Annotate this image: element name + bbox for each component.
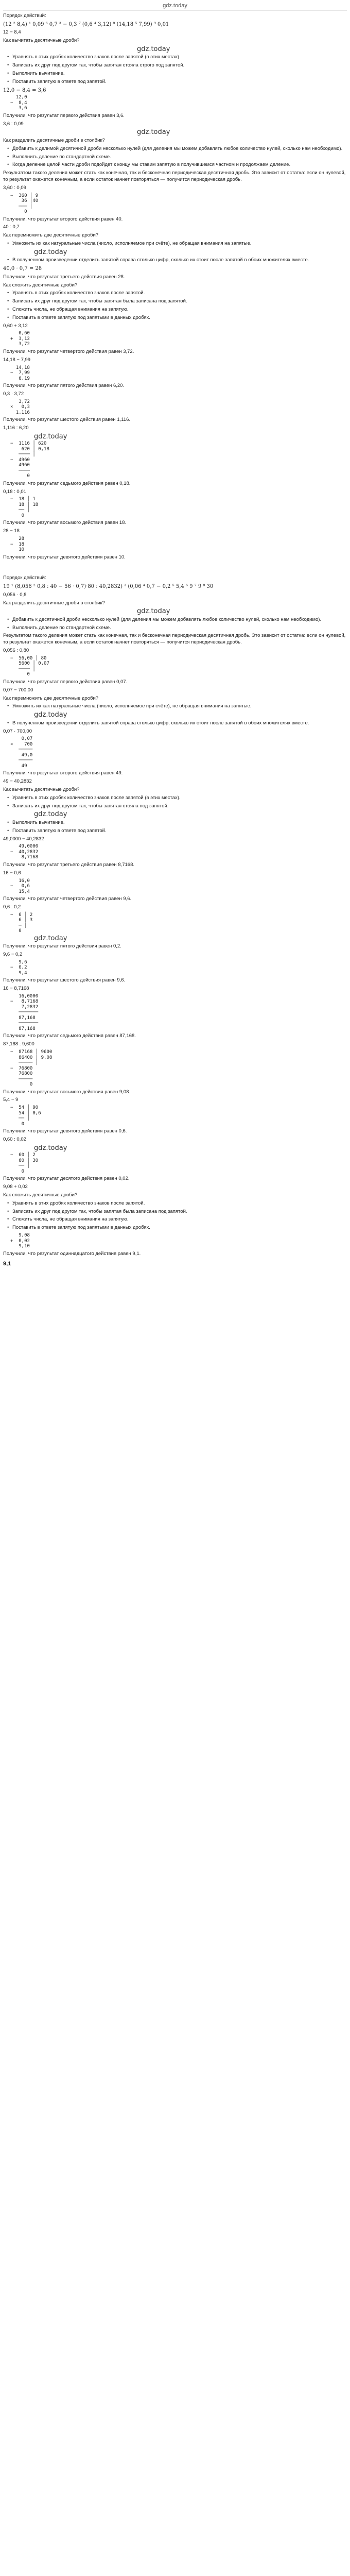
solution-block (3, 575, 347, 1257)
math-expression: 40,0 · 0,7 = 28 (3, 266, 42, 272)
site-header[interactable]: gdz.today (3, 2, 347, 11)
rule-text: Уравнять в этих дробях количество знаков после запятой (в этих местах). (12, 794, 181, 801)
rule-item (7, 290, 347, 297)
text-line: Получили, что результат десятого действия равен 0,02. (3, 1176, 130, 1182)
bullet-icon: • (7, 819, 9, 825)
bullet-icon: • (7, 624, 9, 631)
text-line: Получили, что результат первого действия равен 0,07. (3, 679, 128, 685)
rule-text: Записать их друг под другом так, чтобы запятая была записана под запятой. (12, 1208, 187, 1214)
solution-block (3, 13, 347, 561)
text-line: Как вычитать десятичные дроби? (3, 786, 80, 792)
rule-item (7, 803, 347, 810)
text-line: 14,18 − 7,99 (3, 357, 31, 363)
rule-text: Выполнить деление по стандартной схеме. (12, 624, 111, 631)
text-line: 12 − 8,4 (3, 29, 21, 36)
rule-item (7, 79, 347, 86)
watermark-logo: gdz.today (34, 934, 67, 942)
math-expression: 12,0 − 8,4 = 3,6 (3, 87, 46, 93)
text-line: 1,116 : 6,20 (3, 425, 29, 431)
column-calculation: − 18 │ 1 18 │ 18 ── │ 0 (10, 497, 39, 518)
bullet-icon: • (7, 154, 9, 160)
watermark-logo: gdz.today (34, 711, 67, 719)
text-line: 0,07 · 700,00 (3, 728, 32, 734)
column-calculation: − 87168 │ 9600 86400 │ 9,08 ───── │ − 76800 76800 ───── 0 (10, 1049, 52, 1088)
rule-text: Умножить их как натуральные числа (число, исполняемое при счёте), не обращая внимания на запятые. (12, 703, 252, 709)
rule-item (7, 71, 347, 77)
column-calculation: 16,0 − 0,6 15,4 (10, 878, 30, 894)
text-line: 3,60 : 0,09 (3, 184, 26, 191)
bullet-icon: • (7, 314, 9, 320)
text-line: Получили, что результат шестого действия равен 9,6. (3, 977, 126, 984)
text-line: Получили, что результат девятого действия равен 0,6. (3, 1128, 127, 1134)
rule-text: Когда деление целой части дроби подойдет к концу мы ставим запятую в получившемся частном и продолжаем деление. (12, 162, 291, 168)
bullet-icon: • (7, 290, 9, 296)
column-calculation: − 6 │ 2 6 │ 3 ─ │ 0 (10, 912, 33, 934)
final-answer: 9,1 (3, 1261, 11, 1267)
text-line: Как сложить десятичные дроби? (3, 1192, 78, 1198)
column-calculation: 3,72 × 0,3 1,116 (10, 399, 30, 415)
watermark-logo: gdz.today (137, 607, 170, 616)
rule-text: Поставить в ответе запятую под запятыми в данных дробях. (12, 1225, 150, 1231)
text-line: 0,07 − 700,00 (3, 687, 33, 693)
rule-item (7, 820, 347, 826)
rule-item (7, 307, 347, 313)
text-line: 16 − 0,6 (3, 870, 21, 876)
column-calculation: 14,18 − 7,99 6,19 (10, 365, 30, 381)
text-line: Получили, что результат седьмого действия равен 87,168. (3, 1033, 136, 1039)
rule-text: Добавить к десятичной дроби несколько нулей (для деления мы можем добавлять любое количество нулей, сколько нам необходимо). (12, 616, 322, 622)
rule-item (7, 298, 347, 305)
watermark-logo: gdz.today (137, 45, 170, 53)
bullet-icon: • (7, 827, 9, 834)
math-expression: 19 ¹ (8,056 ² 0,8 : 40 − 56 · 0,7)·80 : 40,2832) ³ (0,06 ⁴ 0,7 − 0,2 ⁵ 5,4 ⁶ 9 ⁷ 9 ⁸ 30 (3, 584, 214, 590)
text-line: Получили, что результат седьмого действия равен 0,18. (3, 480, 131, 486)
math-expression: (12 ² 8,4) ¹ 0,09 ⁶ 0,7 ³ − 0,3 ⁷ (0,6 ⁴ 3,12) ⁸ (14,18 ⁵ 7,99) ⁹ 0,01 (3, 21, 169, 27)
rule-item (7, 54, 347, 61)
rule-text: Уравнять в этих дробях количество знаков после запятой (в этих местах) (12, 54, 179, 60)
text-line: 3,6 : 0,09 (3, 121, 24, 127)
watermark-logo: gdz.today (137, 128, 170, 137)
text-line: 5,4 − 9 (3, 1097, 19, 1103)
rule-item (7, 154, 347, 161)
text-line: Получили, что результат третьего действия равен 8,7168. (3, 861, 135, 868)
text-line: 49 − 40,2832 (3, 778, 32, 785)
bullet-icon: • (7, 54, 9, 60)
text-line: Получили, что результат пятого действия равен 6,20. (3, 383, 125, 389)
bullet-icon: • (7, 1208, 9, 1214)
rule-item (7, 146, 347, 152)
watermark-logo: gdz.today (34, 1144, 67, 1152)
rule-item (7, 703, 347, 710)
bullet-icon: • (7, 145, 9, 151)
rule-item (7, 1200, 347, 1207)
text-line: 0,60 + 3,12 (3, 323, 28, 329)
rule-text: Уравнять в этих дробях количество знаков после запятой. (12, 1200, 145, 1206)
text-line: Как разделить десятичные дроби в столбик? (3, 600, 105, 606)
bullet-icon: • (7, 1225, 9, 1231)
column-calculation: − 1116 │ 620 620 │ 0,18 ──── │ − 4960 4960 ──── 0 (10, 441, 49, 479)
block-divider (3, 562, 347, 573)
text-line: 87,168 : 9,600 (3, 1041, 34, 1047)
rule-text: Записать их друг под другом так, чтобы запятая была записана под запятой. (12, 298, 187, 304)
bullet-icon: • (7, 62, 9, 69)
text-line: 40 : 0,7 (3, 224, 20, 230)
bullet-icon: • (7, 241, 9, 247)
column-calculation: − 54 │ 90 54 │ 0,6 ── │ 0 (10, 1105, 41, 1127)
rule-text: В полученном произведении отделить запятой справа столько цифр, сколько их стоит после запятой в обоих множителях вместе. (12, 257, 309, 263)
text-line: 9,6 − 0,2 (3, 952, 23, 957)
rule-text: Умножить их как натуральные числа (число, исполняемое при счёте), не обращая внимания на запятые. (12, 241, 252, 247)
bullet-icon: • (7, 1200, 9, 1206)
bullet-icon: • (7, 71, 9, 77)
rule-item (7, 720, 347, 727)
text-line: Порядок действий: (3, 13, 46, 19)
rule-text: Записать их друг под другом так, чтобы запятая стояла под запятой. (12, 803, 169, 809)
text-line: Результатом такого деления может стать как конечная, так и бесконечная периодическая десятичная дробь. Это зависит от остатка: если он нулевой, то результат окажется конечным, а если остаток начнет повторяться — получится периодическая дробь. (3, 170, 346, 182)
bullet-icon: • (7, 298, 9, 304)
rule-text: Поставить в ответе запятую под запятыми в данных дробях. (12, 314, 150, 320)
text-line: Получили, что результат четвертого действия равен 3,72. (3, 348, 134, 354)
text-line: Получили, что результат восьмого действия равен 18. (3, 520, 127, 526)
rule-item (7, 1216, 347, 1223)
text-line: Получили, что результат восьмого действия равен 9,08. (3, 1089, 130, 1095)
bullet-icon: • (7, 703, 9, 709)
rule-text: Выполнить вычитание. (12, 819, 65, 825)
bullet-icon: • (7, 803, 9, 809)
text-line: Результатом такого деления может стать как конечная, так и бесконечная периодическая десятичная дробь. Это зависит от остатка: если он нулевой, то результат окажется конечным, а если остаток начнет повторяться — получится периодическая дробь. (3, 633, 346, 646)
bullet-icon: • (7, 616, 9, 622)
watermark-logo: gdz.today (34, 810, 67, 819)
column-calculation: − 360 │ 9 36 │40 ─── │ 0 (10, 193, 39, 215)
text-line: Порядок действий: (3, 575, 46, 581)
rule-text: Добавить к делимой десятичной дроби несколько нулей (для деления мы можем добавлять любое количество нулей, сколько нам необходимо). (12, 145, 343, 151)
column-calculation: − 56,00 │ 80 5600 │ 0,07 ──── │ 0 (10, 655, 49, 677)
text-line: Получили, что результат второго действия равен 49. (3, 770, 123, 776)
text-line: Получили, что результат шестого действия равен 1,116. (3, 417, 131, 423)
text-line: 0,3 · 3,72 (3, 391, 24, 397)
bullet-icon: • (7, 306, 9, 312)
rule-text: Сложить числа, не обращая внимания на запятую. (12, 1216, 129, 1223)
column-calculation: 16,0000 − 8,7168 7,2832 ─────── 87,168 ─────── 87,168 (10, 993, 39, 1031)
text-line: 9,08 + 0,02 (3, 1184, 28, 1190)
text-line: 28 − 18 (3, 528, 20, 534)
rule-item (7, 1225, 347, 1231)
column-calculation: 49,0000 − 40,2832 8,7168 (10, 844, 39, 860)
rule-item (7, 241, 347, 247)
text-line: 0,18 : 0,01 (3, 488, 26, 495)
text-line: 49,0000 − 40,2832 (3, 836, 44, 842)
text-line: Получили, что результат девятого действия равен 10. (3, 554, 126, 560)
text-line: 0,60 : 0,02 (3, 1137, 26, 1142)
text-line: Получили, что результат второго действия равен 40. (3, 216, 123, 222)
rule-item (7, 625, 347, 632)
solution-content (3, 13, 347, 1257)
text-line: Получили, что результат первого действия равен 3,6. (3, 112, 125, 118)
bullet-icon: • (7, 78, 9, 84)
watermark-logo: gdz.today (34, 432, 67, 440)
column-calculation: 0,07 × 700 ───── 49,0 ───── 49 (10, 736, 33, 769)
bullet-icon: • (7, 257, 9, 263)
rule-item (7, 315, 347, 321)
rule-item (7, 617, 347, 623)
column-calculation: 9,08 + 0,02 9,10 (10, 1233, 30, 1249)
text-line: Как сложить десятичные дроби? (3, 282, 78, 288)
column-calculation: 0,60 + 3,12 3,72 (10, 331, 30, 347)
bullet-icon: • (7, 720, 9, 726)
text-line: Получили, что результат четвертого действия равен 9,6. (3, 896, 132, 902)
rule-text: Поставить запятую в ответе под запятой. (12, 78, 107, 84)
text-line: Получили, что результат третьего действия равен 28. (3, 274, 125, 280)
watermark-logo: gdz.today (34, 248, 67, 256)
rule-item (7, 828, 347, 835)
column-calculation: − 60 │ 2 60 │ 30 ── │ 0 (10, 1153, 39, 1174)
rule-item (7, 1209, 347, 1215)
text-line: Получили, что результат одиннадцатого действия равен 9,1. (3, 1250, 141, 1257)
rule-text: Поставить запятую в ответе под запятой. (12, 827, 107, 834)
rule-text: Сложить числа, не обращая внимания на запятую. (12, 306, 129, 312)
rule-text: Записать их друг под другом так, чтобы запятая стояла строго под запятой. (12, 62, 185, 69)
bullet-icon: • (7, 1216, 9, 1223)
rule-item (7, 257, 347, 264)
rule-text: Уравнять в этих дробях количество знаков после запятой. (12, 290, 145, 296)
text-line: 16 − 8,7168 (3, 986, 29, 992)
column-calculation: 9,6 − 0,2 9,4 (10, 959, 27, 976)
rule-item (7, 162, 347, 168)
bullet-icon: • (7, 794, 9, 801)
text-line: Как разделить десятичные дроби в столбик? (3, 137, 105, 143)
rule-item (7, 62, 347, 69)
page-root (0, 0, 350, 1273)
rule-text: Выполнить деление по стандартной схеме. (12, 154, 111, 160)
column-calculation: 12,0 − 8,4 3,6 (10, 95, 27, 111)
text-line: Как вычитать десятичные дроби? (3, 38, 80, 44)
rule-text: Выполнить вычитание. (12, 71, 65, 77)
bullet-icon: • (7, 162, 9, 168)
text-line: 0,6 : 0,2 (3, 904, 21, 910)
column-calculation: 28 − 18 10 (10, 536, 25, 553)
text-line: Как перемножить две десятичные дроби? (3, 695, 99, 701)
text-line: Получили, что результат пятого действия равен 0,2. (3, 943, 121, 950)
text-line: 0,056 : 0,80 (3, 648, 29, 654)
rule-text: В полученном произведении отделить запятой справа столько цифр, сколько их стоит после запятой в обоих множителях вместе. (12, 720, 309, 726)
rule-item (7, 795, 347, 802)
text-line: 0,056 · 0,8 (3, 591, 27, 598)
text-line: Как перемножить две десятичные дроби? (3, 232, 99, 239)
